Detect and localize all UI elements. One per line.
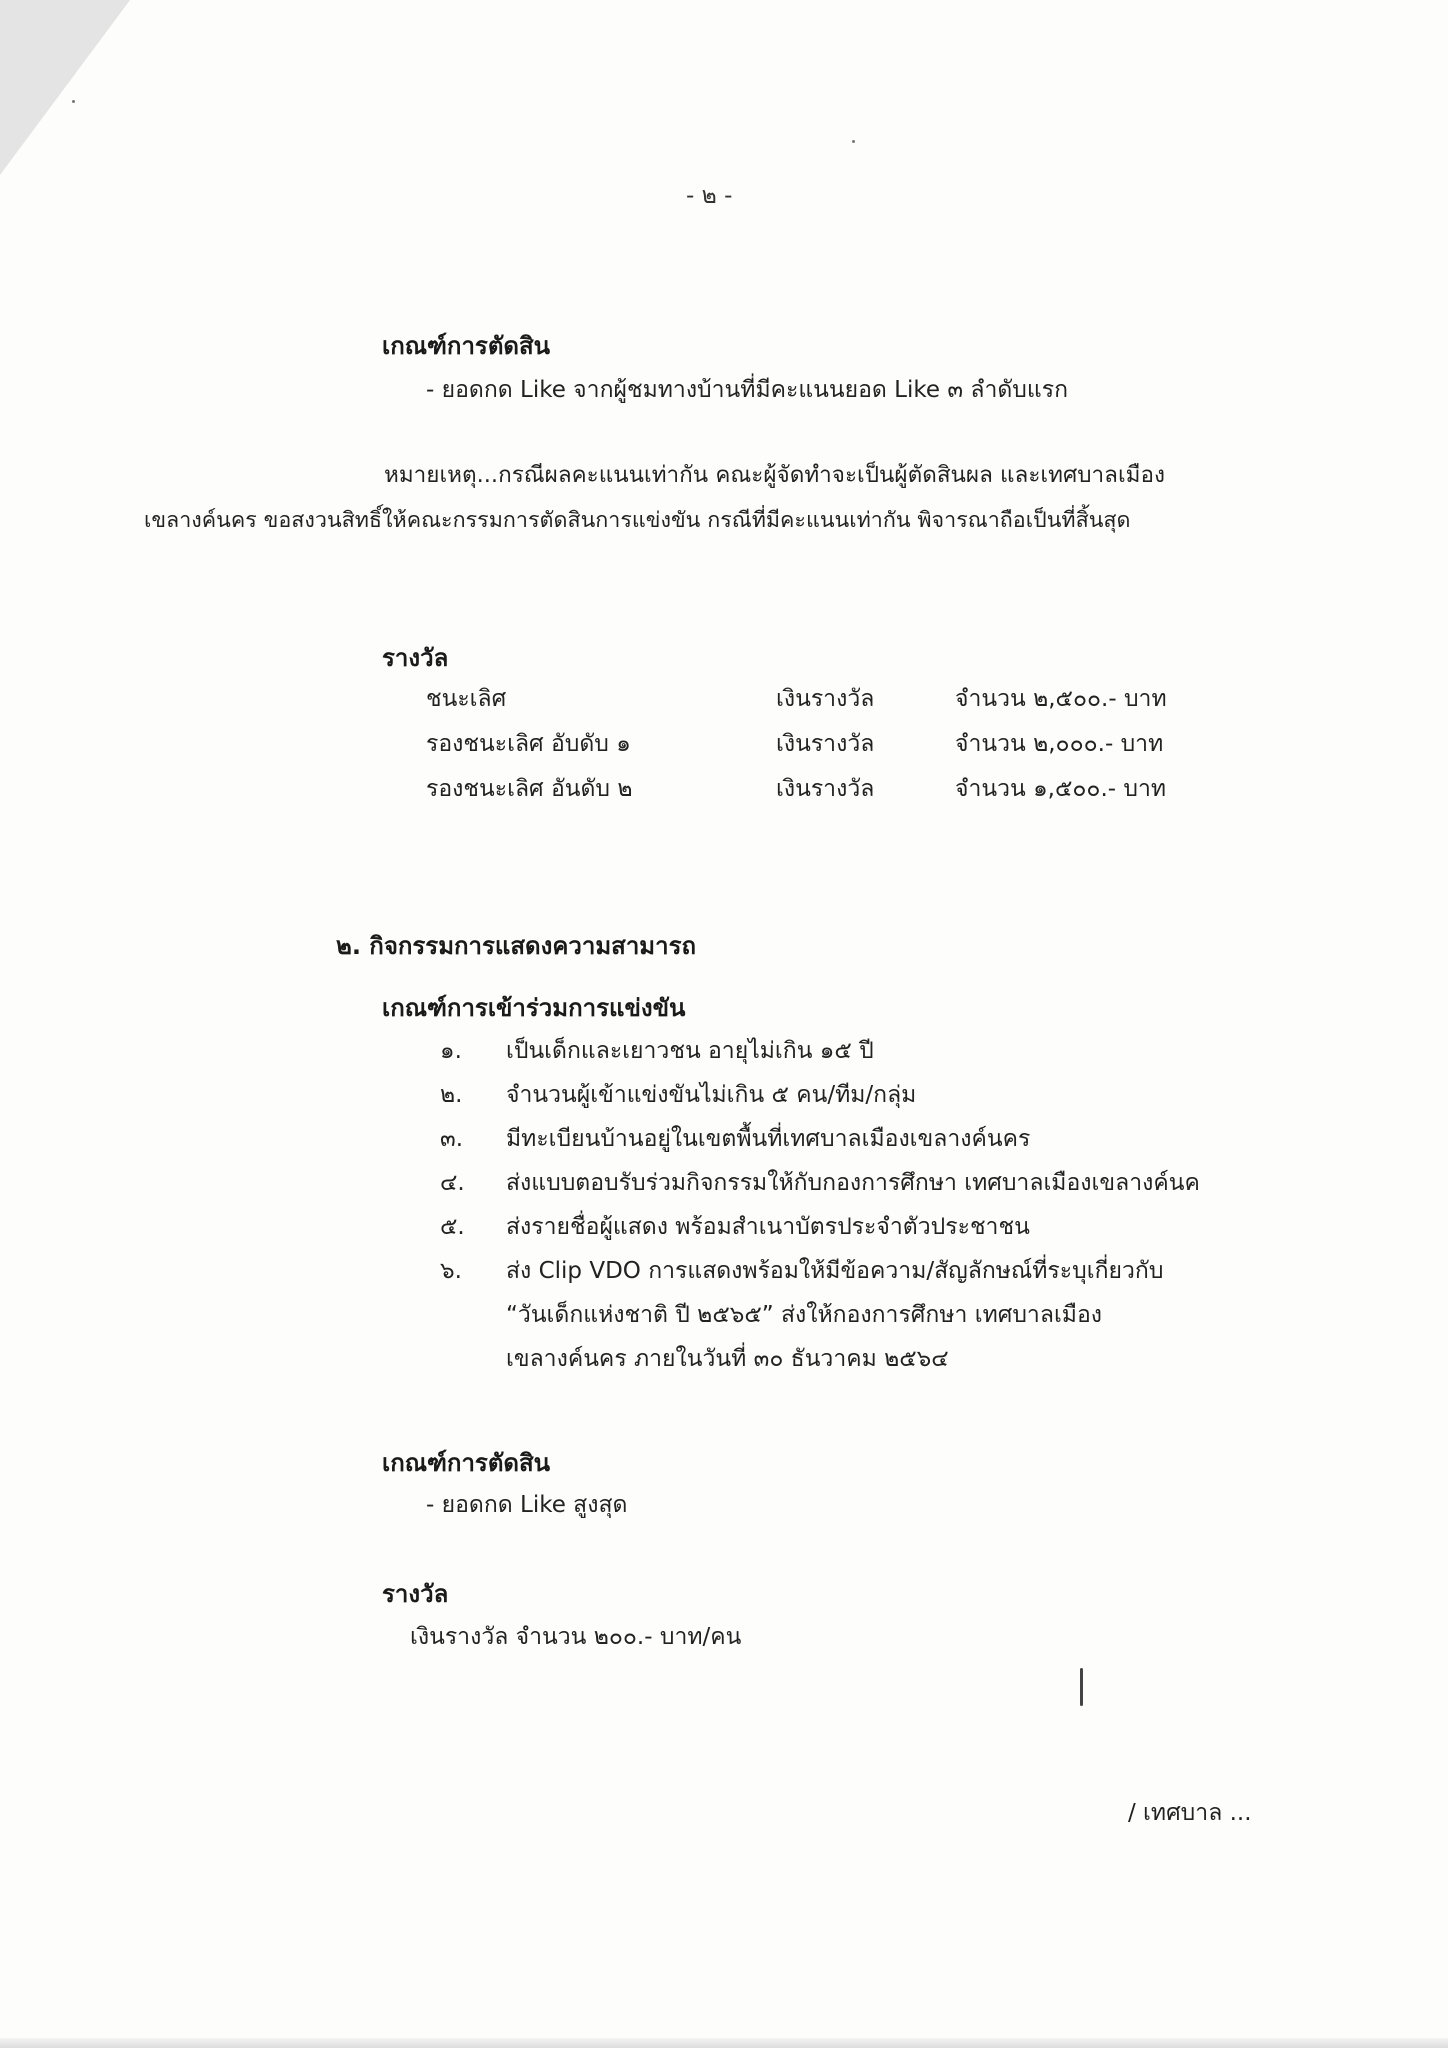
- entry-item-number: ๒.: [440, 1082, 463, 1108]
- prize-amount-3: จำนวน ๑,๕๐๐.- บาท: [955, 776, 1167, 802]
- entry-item-number: ๕.: [440, 1214, 465, 1240]
- prize-rank-1: ชนะเลิศ: [426, 686, 507, 712]
- section1-criteria-item: - ยอดกด Like จากผู้ชมทางบ้านที่มีคะแนนยอด Like ๓ ลำดับแรก: [426, 377, 1069, 403]
- entry-item-text: ส่งแบบตอบรับร่วมกิจกรรมให้กับกองการศึกษา เทศบาลเมืองเขลางค์นค: [506, 1170, 1200, 1196]
- section2-criteria-heading: เกณฑ์การตัดสิน: [382, 1449, 551, 1477]
- prize-amount-1: จำนวน ๒,๕๐๐.- บาท: [955, 686, 1167, 712]
- scan-speck: [852, 140, 855, 143]
- entry-item-6-continuation: “วันเด็กแห่งชาติ ปี ๒๕๖๕” ส่งให้กองการศึกษา เทศบาลเมือง: [506, 1302, 1103, 1328]
- prize-rank-3: รองชนะเลิศ อันดับ ๒: [426, 776, 633, 802]
- entry-item-number: ๓.: [440, 1126, 464, 1152]
- section1-prize-heading: รางวัล: [382, 644, 449, 672]
- prize-rank-2: รองชนะเลิศ อับดับ ๑: [426, 731, 631, 757]
- section2-criteria-item: - ยอดกด Like สูงสุด: [426, 1492, 628, 1518]
- entry-item-text: จำนวนผู้เข้าแข่งขันไม่เกิน ๕ คน/ทีม/กลุ่ม: [506, 1082, 917, 1108]
- page-number: - ๒ -: [686, 183, 733, 209]
- note-line-2: เขลางค์นคร ขอสงวนสิทธิ์ให้คณะกรรมการตัดสินการแข่งขัน กรณีที่มีคะแนนเท่ากัน พิจารณาถือเป็นที่สิ้นสุด: [144, 508, 1131, 533]
- entry-item-text: ส่ง Clip VDO การแสดงพร้อมให้มีข้อความ/สัญลักษณ์ที่ระบุเกี่ยวกับ: [506, 1258, 1164, 1284]
- section1-criteria-heading: เกณฑ์การตัดสิน: [382, 332, 551, 360]
- entry-item-text: มีทะเบียนบ้านอยู่ในเขตพื้นที่เทศบาลเมืองเขลางค์นคร: [506, 1126, 1031, 1152]
- prize-amount-2: จำนวน ๒,๐๐๐.- บาท: [955, 731, 1164, 757]
- entry-item-text: เป็นเด็กและเยาวชน อายุไม่เกิน ๑๕ ปี: [506, 1038, 874, 1064]
- scan-bottom-edge: [0, 2038, 1448, 2048]
- section2-entry-heading: เกณฑ์การเข้าร่วมการแข่งขัน: [382, 994, 686, 1022]
- prize-label-2: เงินรางวัล: [776, 731, 875, 757]
- section2-title: ๒. กิจกรรมการแสดงความสามารถ: [336, 932, 697, 960]
- pen-mark: [1080, 1668, 1083, 1706]
- prize-label-3: เงินรางวัล: [776, 776, 875, 802]
- entry-item-text: ส่งรายชื่อผู้แสดง พร้อมสำเนาบัตรประจำตัวประชาชน: [506, 1214, 1030, 1240]
- entry-item-6-continuation: เขลางค์นคร ภายในวันที่ ๓๐ ธันวาคม ๒๕๖๔: [506, 1346, 949, 1372]
- note-line-1: หมายเหตุ...กรณีผลคะแนนเท่ากัน คณะผู้จัดทำจะเป็นผู้ตัดสินผล และเทศบาลเมือง: [384, 462, 1165, 488]
- entry-item-number: ๖.: [440, 1258, 462, 1284]
- entry-item-number: ๔.: [440, 1170, 465, 1196]
- section2-prize-heading: รางวัล: [382, 1580, 449, 1608]
- section2-prize-line: เงินรางวัล จำนวน ๒๐๐.- บาท/คน: [410, 1624, 742, 1650]
- folded-page-corner: [0, 0, 130, 175]
- prize-label-1: เงินรางวัล: [776, 686, 875, 712]
- entry-item-number: ๑.: [440, 1038, 462, 1064]
- footer-continuation: / เทศบาล ...: [1128, 1800, 1252, 1826]
- scan-speck: [72, 100, 75, 103]
